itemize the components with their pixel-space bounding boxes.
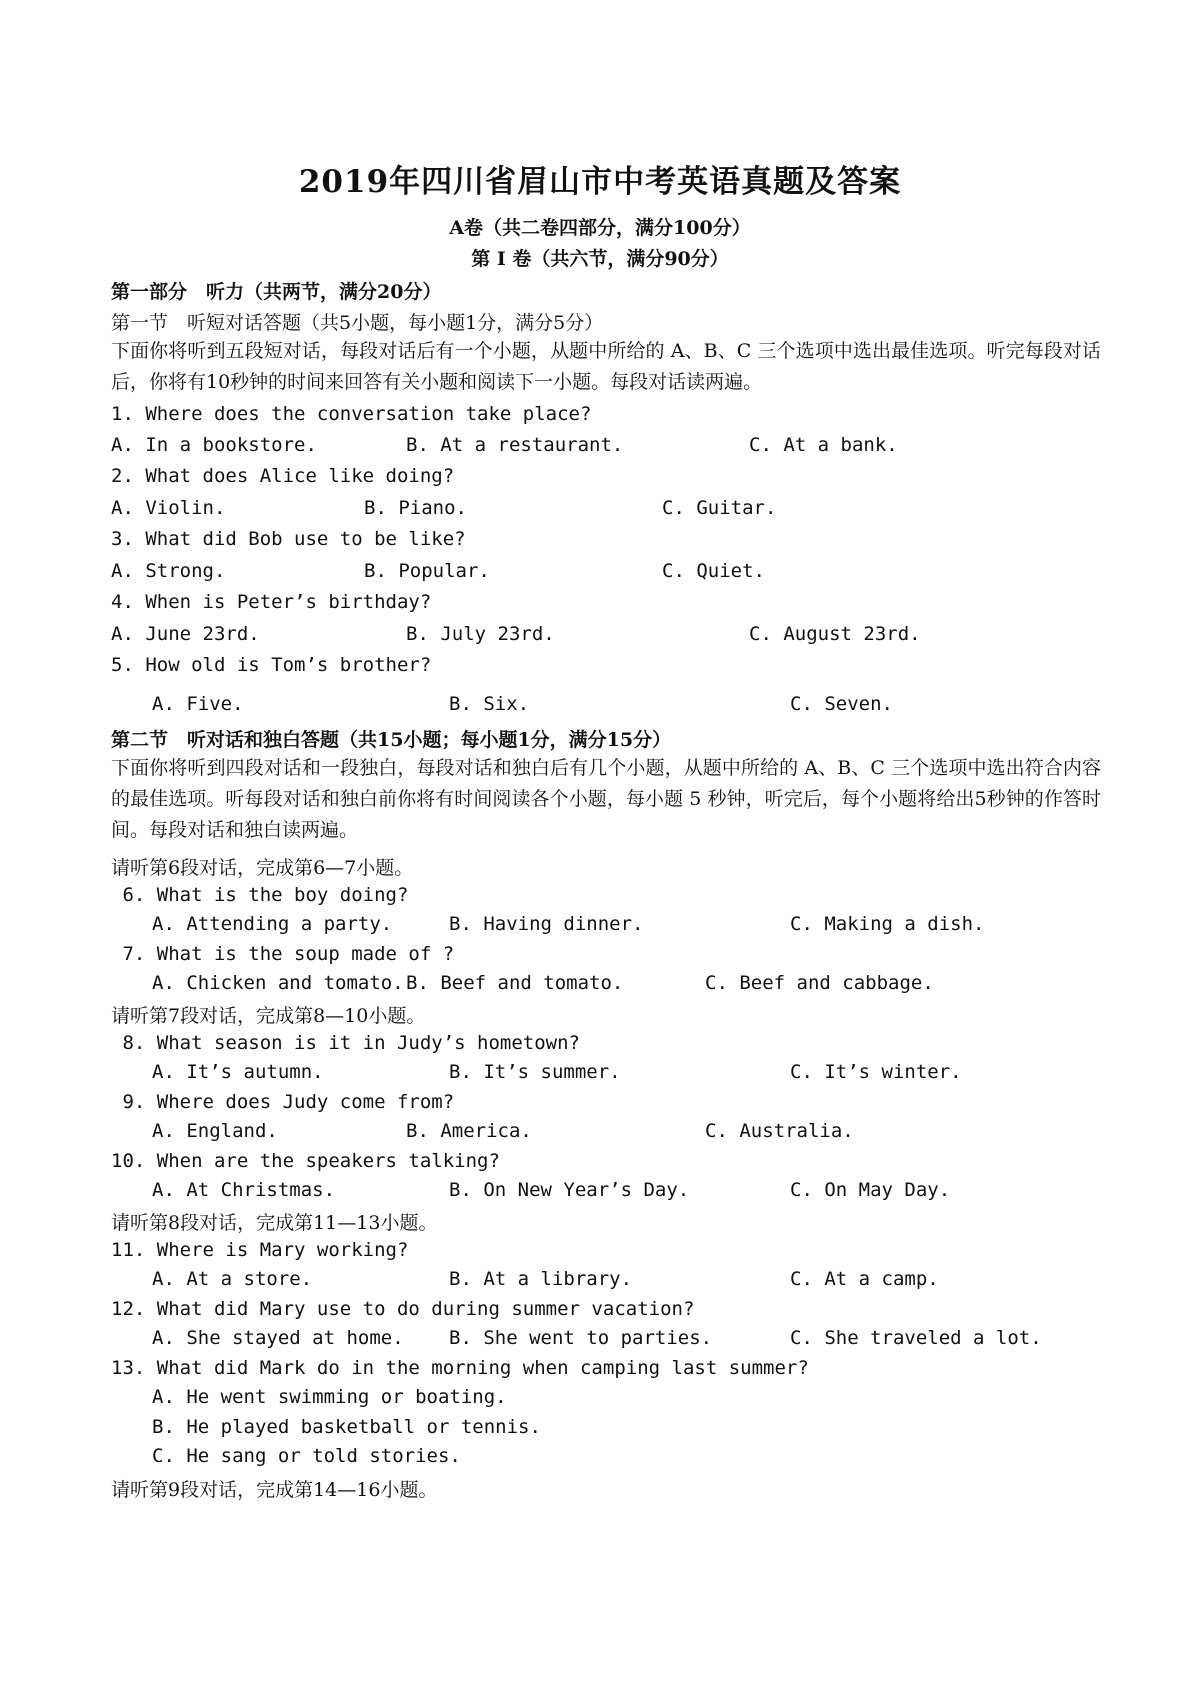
question-9-option-c: C. Australia. xyxy=(705,1120,854,1142)
question-1-stem: 1. Where does the conversation take place? xyxy=(111,403,592,425)
question-3-option-b: B. Popular. xyxy=(364,560,490,582)
section-two-heading: 第二节 听对话和独白答题（共15小题；每小题1分，满分15分） xyxy=(111,729,672,751)
question-3-option-c: C. Quiet. xyxy=(662,560,765,582)
question-5-option-a: A. Five. xyxy=(152,693,244,715)
question-12-option-c: C. She traveled a lot. xyxy=(790,1327,1042,1349)
question-4-option-a: A. June 23rd. xyxy=(111,623,260,645)
question-10-option-b: B. On New Year’s Day. xyxy=(449,1179,690,1201)
question-2-option-a: A. Violin. xyxy=(111,497,226,519)
question-3-option-a: A. Strong. xyxy=(111,560,226,582)
question-11-option-a: A. At a store. xyxy=(152,1268,313,1290)
question-6-option-c: C. Making a dish. xyxy=(790,913,985,935)
question-13-stem: 13. What did Mark do in the morning when camping last summer? xyxy=(111,1357,809,1379)
question-10-stem: 10. When are the speakers talking? xyxy=(111,1150,500,1172)
question-8-option-c: C. It’s winter. xyxy=(790,1061,962,1083)
question-6-option-b: B. Having dinner. xyxy=(449,913,644,935)
question-7-option-a: A. Chicken and tomato. xyxy=(152,972,404,994)
question-7-option-c: C. Beef and cabbage. xyxy=(705,972,934,994)
question-2-option-b: B. Piano. xyxy=(364,497,467,519)
question-1-option-c: C. At a bank. xyxy=(749,434,898,456)
question-3-stem: 3. What did Bob use to be like? xyxy=(111,528,466,550)
question-12-stem: 12. What did Mary use to do during summer vacation? xyxy=(111,1298,695,1320)
question-10-option-c: C. On May Day. xyxy=(790,1179,951,1201)
question-8-stem: 8. What season is it in Judy’s hometown? xyxy=(111,1032,580,1054)
section-one-heading: 第一节 听短对话答题（共5小题，每小题1分，满分5分） xyxy=(111,312,604,334)
question-5-stem: 5. How old is Tom’s brother? xyxy=(111,654,432,676)
question-7-stem: 7. What is the soup made of ? xyxy=(111,943,455,965)
question-2-option-c: C. Guitar. xyxy=(662,497,777,519)
question-9-stem: 9. Where does Judy come from? xyxy=(111,1091,455,1113)
question-10-option-a: A. At Christmas. xyxy=(152,1179,336,1201)
section-one-instructions: 下面你将听到五段短对话，每段对话后有一个小题，从题中所给的 A、B、C 三个选项中选出最佳选项。听完每段对话后，你将有10秒钟的时间来回答有关小题和阅读下一小题。每段对话读两遍。 xyxy=(111,340,1101,393)
question-7-option-b: B. Beef and tomato. xyxy=(406,972,624,994)
section-two-instructions: 下面你将听到四段对话和一段独白，每段对话和独白后有几个小题，从题中所给的 A、B、C 三个选项中选出符合内容的最佳选项。听每段对话和独白前你将有时间阅读各个小题，每小题 5 秒钟，听完后，每个小题将给出5秒钟的作答时间。每段对话和独白读两遍。 xyxy=(111,757,1101,841)
dialog-7-instruction: 请听第7段对话，完成第8—10小题。 xyxy=(111,1005,426,1027)
question-5-option-b: B. Six. xyxy=(449,693,530,715)
question-13-option-b: B. He played basketball or tennis. xyxy=(152,1416,541,1438)
question-8-option-b: B. It’s summer. xyxy=(449,1061,621,1083)
question-8-option-a: A. It’s autumn. xyxy=(152,1061,324,1083)
part-one-heading: 第一部分 听力（共两节，满分20分） xyxy=(111,281,442,303)
question-4-stem: 4. When is Peter’s birthday? xyxy=(111,591,432,613)
page-title: 2019年四川省眉山市中考英语真题及答案 xyxy=(298,164,902,200)
question-6-stem: 6. What is the boy doing? xyxy=(111,884,409,906)
question-2-stem: 2. What does Alice like doing? xyxy=(111,465,455,487)
question-11-option-c: C. At a camp. xyxy=(790,1268,939,1290)
question-4-option-c: C. August 23rd. xyxy=(749,623,921,645)
question-1-option-a: A. In a bookstore. xyxy=(111,434,317,456)
dialog-8-instruction: 请听第8段对话，完成第11—13小题。 xyxy=(111,1212,438,1234)
dialog-9-instruction: 请听第9段对话，完成第14—16小题。 xyxy=(111,1479,438,1501)
question-12-option-a: A. She stayed at home. xyxy=(152,1327,404,1349)
question-9-option-a: A. England. xyxy=(152,1120,278,1142)
question-1-option-b: B. At a restaurant. xyxy=(406,434,624,456)
question-13-option-a: A. He went swimming or boating. xyxy=(152,1386,507,1408)
volume-one-heading: 第 I 卷（共六节，满分90分） xyxy=(471,248,729,270)
question-6-option-a: A. Attending a party. xyxy=(152,913,393,935)
question-9-option-b: B. America. xyxy=(406,1120,532,1142)
question-5-option-c: C. Seven. xyxy=(790,693,893,715)
dialog-6-instruction: 请听第6段对话，完成第6—7小题。 xyxy=(111,857,414,879)
question-13-option-c: C. He sang or told stories. xyxy=(152,1445,461,1467)
question-11-option-b: B. At a library. xyxy=(449,1268,633,1290)
paper-a-heading: A卷（共二卷四部分，满分100分） xyxy=(449,217,751,239)
question-12-option-b: B. She went to parties. xyxy=(449,1327,713,1349)
question-11-stem: 11. Where is Mary working? xyxy=(111,1239,409,1261)
question-4-option-b: B. July 23rd. xyxy=(406,623,555,645)
